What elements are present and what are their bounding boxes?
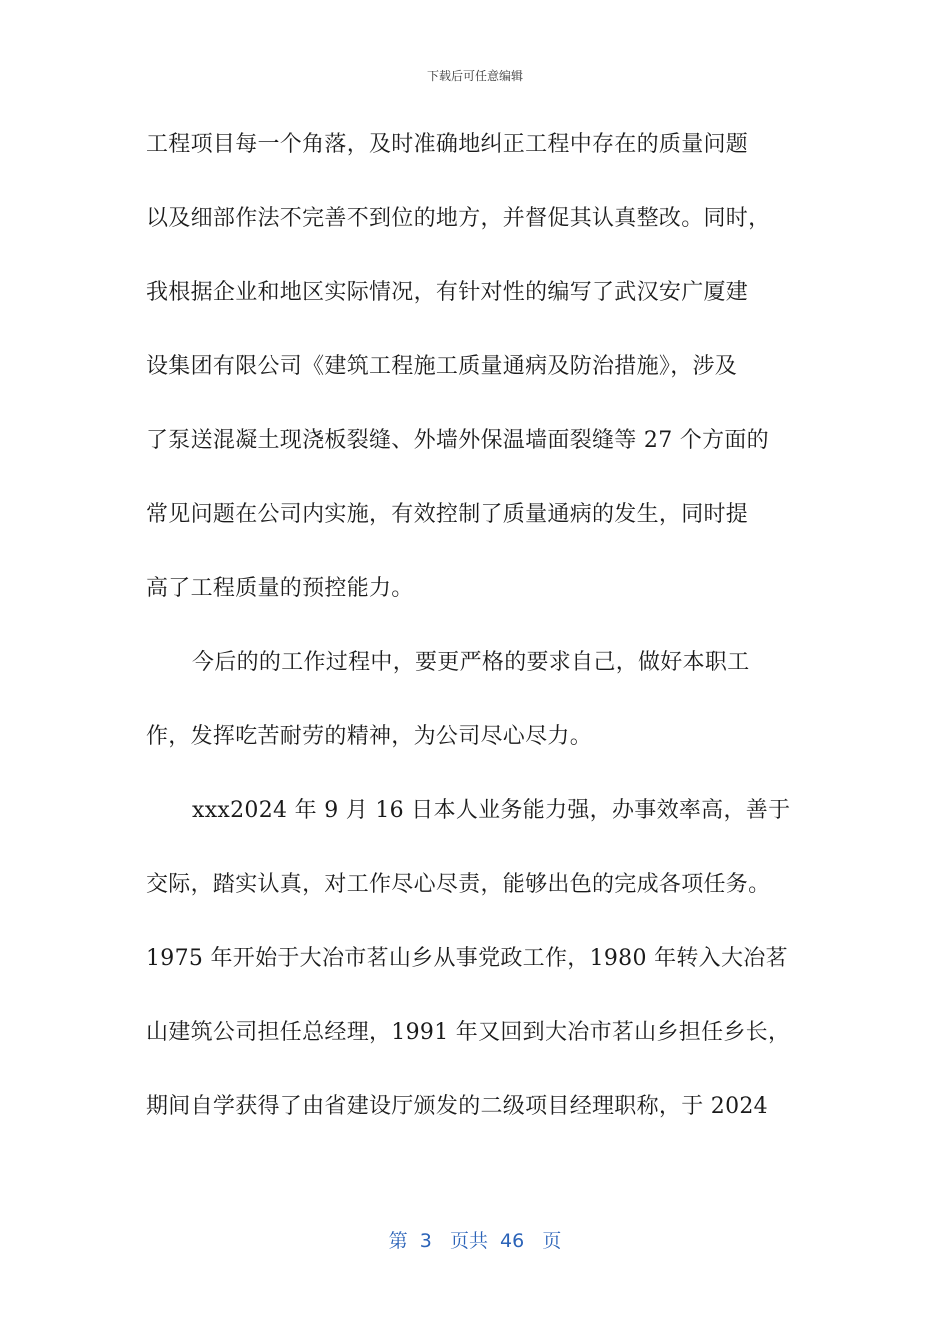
text-line: 作，发挥吃苦耐劳的精神，为公司尽心尽力。 xyxy=(146,724,593,749)
document-body xyxy=(146,118,806,1154)
text-line: 交际，踏实认真，对工作尽心尽责，能够出色的完成各项任务。 xyxy=(146,872,771,897)
page-number-footer: 第 3 页共 46 页 xyxy=(388,1230,562,1252)
text-line: 以及细部作法不完善不到位的地方，并督促其认真整改。同时， xyxy=(146,206,771,231)
paragraph-start-line: 今后的的工作过程中，要更严格的要求自己，做好本职工 xyxy=(192,650,750,675)
page-header: 下载后可任意编辑 xyxy=(426,69,523,83)
text-line: 设集团有限公司《建筑工程施工质量通病及防治措施》，涉及 xyxy=(146,354,738,379)
text-line: 高了工程质量的预控能力。 xyxy=(146,576,414,601)
text-line: 我根据企业和地区实际情况，有针对性的编写了武汉安广厦建 xyxy=(146,280,749,305)
text-line: 期间自学获得了由省建设厅颁发的二级项目经理职称，于 2024 xyxy=(146,1094,768,1119)
text-line: 山建筑公司担任总经理，1991 年又回到大冶市茗山乡担任乡长， xyxy=(146,1020,791,1045)
text-line: 了泵送混凝土现浇板裂缝、外墙外保温墙面裂缝等 27 个方面的 xyxy=(146,428,769,453)
paragraph-start-line: xxx2024 年 9 月 16 日本人业务能力强，办事效率高，善于 xyxy=(192,798,791,823)
text-line: 常见问题在公司内实施，有效控制了质量通病的发生，同时提 xyxy=(146,502,749,527)
text-line: 工程项目每一个角落，及时准确地纠正工程中存在的质量问题 xyxy=(146,132,749,157)
text-line: 1975 年开始于大冶市茗山乡从事党政工作，1980 年转入大冶茗 xyxy=(146,946,788,971)
